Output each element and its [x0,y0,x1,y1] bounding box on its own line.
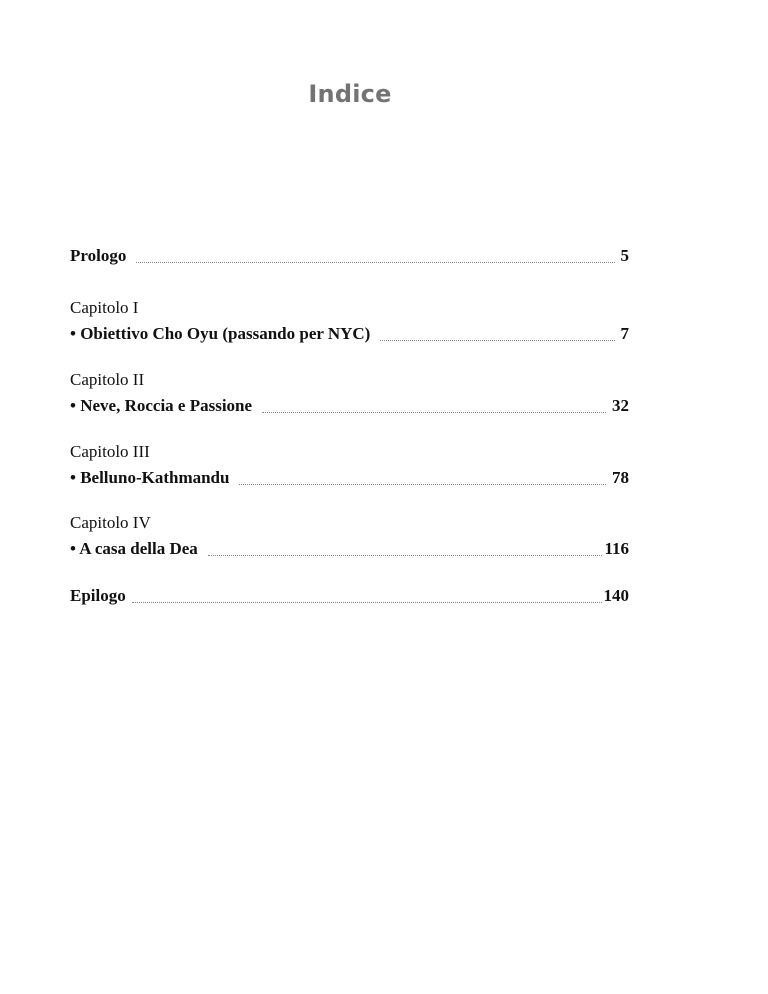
dot-leader [132,602,602,603]
dot-leader [136,262,614,263]
toc-entry-title [70,539,198,559]
toc-entry-title: Prologo [70,246,127,265]
toc-entry-chapter-2[interactable] [70,396,629,418]
chapter-label: Capitolo I [70,298,139,317]
toc-page-number: 140 [603,586,629,605]
toc-entry-chapter-1[interactable] [70,324,629,346]
toc-entry-text: Obiettivo Cho Oyu (passando per NYC) [80,324,371,343]
dot-leader [262,412,606,413]
toc-entry-epilogue[interactable] [70,586,629,608]
page-title: Indice [308,80,392,108]
toc-entry-chapter-3[interactable] [70,468,629,490]
toc-page-number: 78 [612,468,629,487]
chapter-label: Capitolo III [70,442,150,461]
toc-page-number: 7 [620,324,629,343]
dot-leader [380,340,614,341]
toc-entry-text: Neve, Roccia e Passione [80,396,253,415]
dot-leader [208,555,603,556]
chapter-label: Capitolo IV [70,513,151,532]
bullet-icon: • [70,468,76,487]
bullet-icon: • [70,396,76,415]
toc-entry-prologue[interactable] [70,246,629,268]
toc-entry-chapter-4[interactable] [70,539,629,561]
toc-page-number: 32 [612,396,629,415]
toc-entry-title [70,396,252,416]
toc-entry-title [70,468,229,488]
toc-entry-title [70,324,370,344]
toc-entry-text: Belluno-Kathmandu [80,468,230,487]
toc-page-number: 5 [620,246,629,265]
chapter-label: Capitolo II [70,370,145,389]
toc-page-number: 116 [604,539,629,558]
bullet-icon: • [70,539,76,558]
dot-leader [239,484,606,485]
toc-entry-title: Epilogo [70,586,126,605]
toc-entry-text: A casa della Dea [79,539,198,558]
bullet-icon: • [70,324,76,343]
